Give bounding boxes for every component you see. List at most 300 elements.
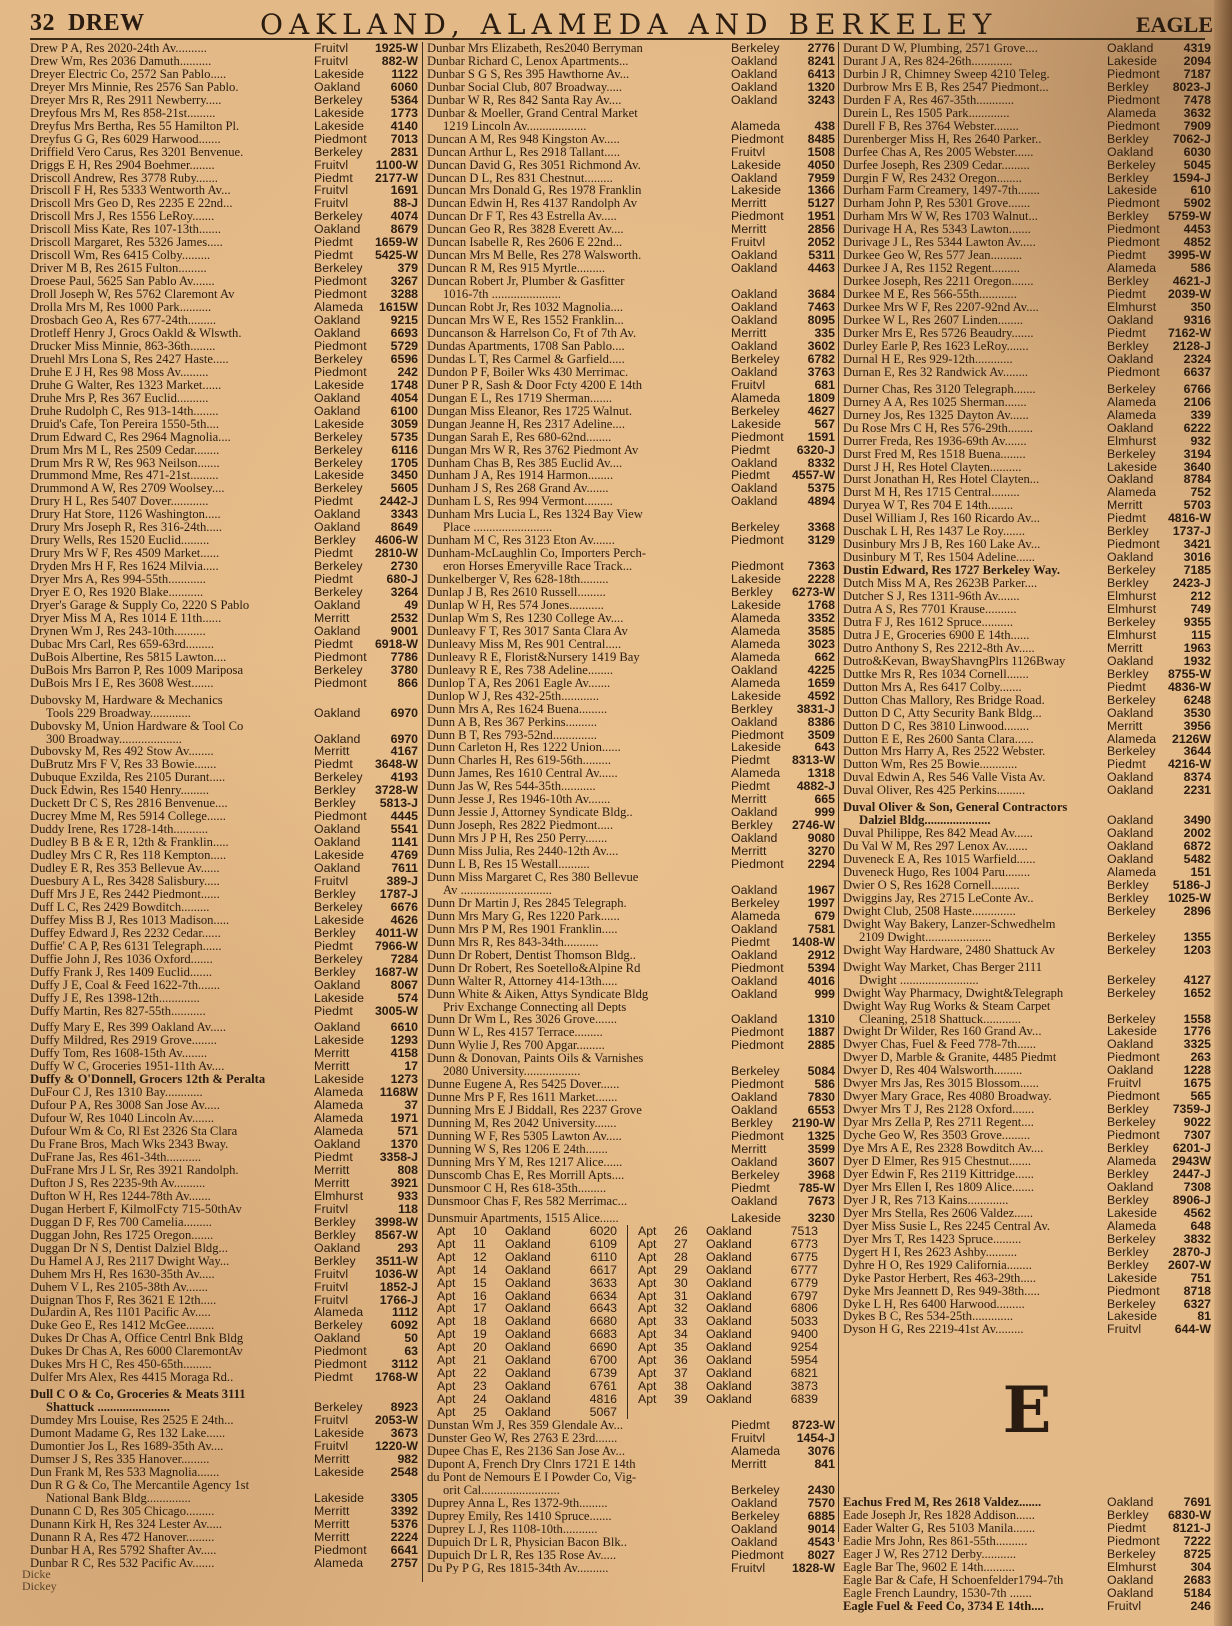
listing-name: Dwight Way Rug Works & Steam Carpet — [843, 999, 1051, 1013]
phone-number: 4627 — [807, 403, 835, 418]
phone-number: 680-J — [386, 572, 418, 587]
listing-name: 2080 University.................. — [443, 1065, 581, 1079]
listing-row — [427, 159, 835, 172]
phone-number: 567 — [814, 416, 835, 431]
phone-number: 6680 — [589, 1314, 617, 1329]
phone-number: 3325 — [1183, 1037, 1211, 1052]
listing-name: Dubuque Exzilda, Res 2105 Durant..... — [30, 771, 226, 785]
exchange-name: Berkeley — [1107, 693, 1156, 707]
exchange-name: Alameda — [1107, 1155, 1157, 1168]
exchange-name: Oakland — [731, 365, 778, 379]
listing-row — [843, 758, 1211, 771]
exchange-name: Piedmont — [731, 430, 784, 444]
listing-name: Dunsmuir Apartments, 1515 Alice...... — [427, 1211, 619, 1225]
phone-number: 3995-W — [1167, 248, 1211, 263]
apt-label: Apt — [437, 1392, 456, 1407]
exchange-name: Berkley — [1107, 275, 1149, 289]
listing-name: Eachus Fred M, Res 2618 Valdez....... — [843, 1496, 1042, 1510]
listing-name: Dunlap Wm S, Res 1230 College Av.... — [427, 611, 624, 625]
exchange-name: Oakland — [505, 1392, 551, 1407]
phone-number: 2870-J — [1172, 1244, 1211, 1259]
listing-name: Dreyfus G G, Res 6029 Harwood....... — [30, 132, 221, 146]
exchange-name: Berkeley — [314, 262, 363, 276]
exchange-name: Piedmont — [1107, 197, 1160, 211]
exchange-name: Berkeley — [1107, 986, 1156, 1000]
exchange-name: Oakland — [1107, 1180, 1154, 1194]
listing-row — [30, 1281, 418, 1294]
phone-number: 7359-J — [1172, 1102, 1211, 1117]
phone-number: 5067 — [589, 1405, 617, 1420]
exchange-name: Berkeley — [314, 663, 363, 677]
listing-name: Duff Mrs J E, Res 2442 Piedmont...... — [30, 887, 220, 901]
listing-name: Dunham Mrs Lucia L, Res 1324 Bay View — [427, 508, 643, 522]
exchange-name: Oakland — [706, 1262, 752, 1277]
listing-name: Duncan Edwin H, Res 4137 Randolph Av — [427, 197, 637, 211]
listing-name: DuFour C J, Res 1310 Bay............ — [30, 1086, 203, 1100]
apt-number: 17 — [473, 1301, 487, 1316]
phone-number: 335 — [814, 325, 835, 340]
phone-number: 1615W — [379, 300, 418, 315]
listing-name: Duncan David G, Res 3051 Richmond Av. — [427, 158, 641, 172]
phone-number: 6273-W — [791, 585, 835, 600]
phone-number: 6782 — [807, 351, 835, 366]
exchange-name: Alameda — [314, 1112, 364, 1126]
listing-row — [427, 1523, 835, 1536]
listing-row — [427, 431, 835, 444]
exchange-name: Lakeside — [731, 598, 782, 612]
listing-row — [30, 534, 418, 547]
exchange-name: Oakland — [314, 823, 361, 837]
phone-number: 2106 — [1183, 394, 1211, 409]
exchange-name: Oakland — [314, 732, 361, 746]
listing-row — [30, 495, 418, 508]
phone-number: 1852-J — [379, 1279, 418, 1294]
exchange-name: Oakland — [731, 482, 778, 496]
phone-number: 8725 — [1183, 1547, 1211, 1562]
exchange-name: Piedmt — [314, 1371, 353, 1385]
phone-number: 3585 — [807, 623, 835, 638]
exchange-name: Piedmont — [314, 288, 367, 302]
exchange-name: Fruitvl — [314, 158, 349, 172]
exchange-name: Berkley — [314, 926, 356, 940]
apt-number: 25 — [473, 1405, 487, 1420]
phone-number: 1776 — [1183, 1024, 1211, 1039]
listing-row — [30, 638, 418, 651]
listing-row — [427, 1549, 835, 1562]
listing-name: Duttke Mrs R, Res 1034 Cornell....... — [843, 667, 1029, 681]
exchange-name: Piedmont — [1107, 93, 1160, 107]
apt-label: Apt — [638, 1275, 657, 1290]
listing-name: Duval Philippe, Res 842 Mead Av...... — [843, 827, 1033, 841]
listing-row — [30, 1358, 418, 1371]
listing-name: Duignan Thos F, Res 3621 E 12th..... — [30, 1293, 217, 1307]
listing-row — [843, 733, 1211, 746]
listing-row — [427, 780, 835, 793]
listing-row — [30, 1086, 418, 1099]
exchange-name: Berkeley — [1107, 1232, 1156, 1246]
exchange-name: Berkeley — [314, 482, 363, 496]
apt-label: Apt — [437, 1249, 456, 1264]
listing-row — [427, 1130, 835, 1143]
phone-number: 1228 — [1183, 1063, 1211, 1078]
listing-row — [427, 81, 835, 94]
listing-row — [30, 1151, 418, 1164]
listing-row — [427, 573, 835, 586]
phone-number: 3305 — [390, 1490, 418, 1505]
exchange-name: Alameda — [731, 391, 781, 405]
listing-row — [427, 314, 835, 327]
exchange-name: Berkeley — [731, 352, 780, 366]
exchange-name: Oakland — [314, 862, 361, 875]
phone-number: 8386 — [807, 714, 835, 729]
listing-row — [427, 1052, 835, 1065]
listing-name: Dundas L T, Res Carmel & Garfield..... — [427, 352, 625, 366]
exchange-name: Piedmt — [1107, 758, 1146, 772]
phone-number: 2053-W — [374, 1413, 418, 1428]
phone-number: 6320-J — [796, 442, 835, 457]
exchange-name: Oakland — [314, 624, 361, 638]
phone-number: 7581 — [807, 921, 835, 936]
exchange-name: Merritt — [731, 1143, 767, 1156]
phone-number: 4463 — [807, 261, 835, 276]
listing-name: Dufton J S, Res 2235-9th Av.......... — [30, 1176, 206, 1190]
exchange-name: Piedmt — [314, 939, 353, 953]
listing-row — [30, 586, 418, 599]
phone-number: 1787-J — [379, 886, 418, 901]
phone-number: 2746-W — [791, 818, 835, 833]
phone-number: 151 — [1190, 865, 1211, 880]
listing-row — [427, 1471, 835, 1484]
apt-number: 34 — [674, 1327, 688, 1342]
phone-number: 1025-W — [1167, 890, 1211, 905]
phone-number: 3450 — [390, 468, 418, 483]
exchange-name — [314, 694, 372, 707]
phone-number: 8567-W — [374, 1227, 418, 1242]
listing-name: Durley Earle P, Res 1623 LeRoy....... — [843, 339, 1029, 353]
exchange-name: Oakland — [731, 1522, 778, 1536]
phone-number: 6777 — [790, 1262, 818, 1277]
listing-name: Dunn Charles H, Res 619-56th......... — [427, 754, 611, 768]
exchange-name — [314, 1479, 372, 1492]
apartment-row — [638, 1238, 828, 1251]
exchange-name: Alameda — [731, 624, 781, 638]
exchange-name: Oakland — [731, 1091, 778, 1105]
exchange-name: Berkley — [731, 586, 773, 599]
phone-number: 6596 — [390, 351, 418, 366]
listing-name: Dusinbury Mrs J B, Res 160 Lake Av... — [843, 538, 1041, 552]
phone-number: 8723-W — [791, 1418, 835, 1433]
exchange-name: Berkley — [1107, 171, 1149, 185]
phone-number: 4543 — [807, 1534, 835, 1549]
listing-name: DuBrutz Mrs F V, Res 33 Bowie....... — [30, 758, 217, 772]
exchange-name: Alameda — [314, 301, 364, 315]
phone-number: 6739 — [589, 1366, 617, 1381]
exchange-name: Piedmont — [1107, 119, 1160, 133]
phone-number: 2683 — [1183, 1573, 1211, 1588]
exchange-name: Oakland — [731, 456, 778, 470]
exchange-name: Elmhurst — [1107, 301, 1157, 315]
listing-name: Drury Wells, Res 1520 Euclid......... — [30, 534, 210, 548]
apt-label: Apt — [638, 1288, 657, 1303]
listing-name: Dulfer Mrs Alex, Res 4415 Moraga Rd.. — [30, 1371, 234, 1385]
listing-name: Durnan E, Res 32 Randwick Av........ — [843, 365, 1029, 379]
listing-row — [843, 1587, 1211, 1600]
phone-number: 8923 — [390, 1400, 418, 1415]
exchange-name: Oakland — [505, 1353, 551, 1368]
phone-number: 1203 — [1183, 942, 1211, 957]
phone-number: 751 — [1190, 1270, 1211, 1285]
exchange-name: Lakeside — [314, 469, 365, 483]
phone-number: 5311 — [808, 248, 835, 263]
phone-number: 933 — [397, 1188, 418, 1203]
apt-label: Apt — [638, 1249, 657, 1264]
listing-row — [427, 94, 835, 107]
listing-name: Dunn Jesse J, Res 1946-10th Av....... — [427, 793, 611, 807]
phone-number: 1997 — [807, 895, 835, 910]
exchange-name: Oakland — [706, 1249, 752, 1264]
listing-name: eron Horses Emeryville Race Track... — [443, 560, 633, 574]
listing-row — [427, 1104, 835, 1117]
phone-number: 350 — [1190, 300, 1211, 315]
listing-name: Dunne Mrs P F, Res 1611 Market....... — [427, 1091, 618, 1105]
phone-number: 4592 — [807, 688, 835, 703]
phone-number — [372, 720, 418, 733]
listing-name: Duke Geo E, Res 1412 McGee......... — [30, 1319, 215, 1333]
exchange-name — [314, 720, 372, 733]
phone-number: 3511-W — [375, 1253, 418, 1268]
exchange-name: Lakeside — [731, 184, 782, 198]
exchange-name: Piedmont — [731, 1026, 784, 1040]
listing-name: Duncan Arthur L, Res 2918 Tallant..... — [427, 145, 621, 159]
listing-row — [427, 599, 835, 612]
phone-number: 8679 — [390, 222, 418, 237]
listing-name: Dunn White & Aiken, Attys Syndicate Bldg — [427, 987, 649, 1001]
listing-row — [30, 262, 418, 275]
listing-row — [843, 944, 1211, 957]
listing-row — [427, 1497, 835, 1510]
exchange-name: Berkeley — [1107, 158, 1156, 172]
exchange-name: Piedmont — [1107, 1535, 1160, 1549]
exchange-name: Merritt — [314, 1517, 350, 1531]
listing-name: Dunsmoor C H, Res 618-35th......... — [427, 1181, 607, 1195]
phone-number: 9254 — [790, 1340, 818, 1355]
listing-name: Dupee Chas E, Res 2136 San Jose Av... — [427, 1444, 625, 1458]
listing-name: Dunn Wylie J, Res 700 Apgar......... — [427, 1039, 605, 1053]
handwritten-stamp — [22, 1568, 57, 1592]
listing-name: Dufton W H, Res 1244-78th Av....... — [30, 1189, 211, 1203]
listing-row — [30, 651, 418, 664]
listing-row — [30, 1319, 418, 1332]
listing-row — [427, 107, 835, 120]
phone-number: 3005-W — [374, 1003, 418, 1018]
listing-name: Duner P R, Sash & Door Fcty 4200 E 14th — [427, 378, 643, 392]
apt-label: Apt — [437, 1262, 456, 1277]
phone-number: 115 — [1191, 627, 1211, 642]
listing-name: Dwier O S, Res 1628 Cornell......... — [843, 879, 1020, 892]
exchange-name: Piedmont — [731, 1039, 784, 1053]
listing-name: Durant J A, Res 824-26th............. — [843, 54, 1013, 68]
listing-row — [843, 1168, 1211, 1181]
exchange-name: Oakland — [706, 1288, 752, 1303]
listing-row — [30, 184, 418, 197]
listing-row — [427, 845, 835, 858]
exchange-name: Oakland — [1107, 1587, 1154, 1600]
listing-name: Dutton D C, Atty Security Bank Bldg... — [843, 706, 1042, 720]
exchange-name: Fruitvl — [731, 1431, 766, 1445]
phone-number: 7830 — [807, 1090, 835, 1105]
phone-number: 6693 — [390, 325, 418, 340]
phone-number: 3243 — [807, 92, 835, 107]
apt-label: Apt — [638, 1340, 657, 1355]
exchange-name: Oakland — [314, 80, 361, 94]
listing-row — [427, 677, 835, 690]
exchange-name: Lakeside — [1107, 1206, 1158, 1220]
phone-number: 5605 — [390, 481, 418, 496]
phone-number: 1508 — [807, 144, 835, 159]
phone-number: 565 — [1190, 1089, 1211, 1104]
apartment-row — [638, 1393, 828, 1406]
listing-name: Duryea W T, Res 704 E 14th........ — [843, 499, 1014, 513]
apt-label: Apt — [437, 1223, 456, 1238]
listing-row — [843, 133, 1211, 146]
listing-row — [30, 914, 418, 927]
listing-row — [30, 275, 418, 288]
listing-row — [427, 612, 835, 625]
listing-name: Dryden Mrs H F, Res 1624 Milvia..... — [30, 560, 219, 574]
listing-name: Dubovsky M, Union Hardware & Tool Co — [30, 719, 244, 733]
listing-name: Du Val W M, Res 297 Lenox Av....... — [843, 840, 1028, 854]
listing-name: Drummond Mme, Res 471-21st......... — [30, 469, 219, 483]
apt-label: Apt — [638, 1314, 657, 1329]
exchange-name: Piedmont — [314, 275, 367, 289]
listing-name: Dupuich Dr L R, Res 135 Rose Av..... — [427, 1548, 617, 1562]
listing-name: Dunn Jessie J, Attorney Syndicate Bldg.. — [427, 806, 633, 820]
listing-row — [427, 832, 835, 845]
phone-number: 7185 — [1183, 563, 1211, 578]
listing-row — [427, 988, 835, 1001]
phone-number: 5186-J — [1172, 878, 1211, 892]
listing-row — [427, 741, 835, 754]
exchange-name — [731, 508, 789, 521]
listing-name: Dubovsky M, Hardware & Mechanics — [30, 693, 223, 707]
exchange-name: Merritt — [731, 793, 767, 807]
phone-number: 1925-W — [374, 41, 418, 55]
listing-row — [427, 754, 835, 767]
listing-name: Dunleavy R E, Res 738 Adeline........ — [427, 663, 614, 677]
listing-row — [427, 1536, 835, 1549]
listing-row — [427, 1510, 835, 1523]
listing-name: Driscoll Miss Kate, Res 107-13th....... — [30, 223, 221, 237]
phone-number: 118 — [398, 1201, 418, 1216]
listing-name: Duncan Mrs M Belle, Res 278 Walsworth. — [427, 249, 642, 263]
listing-name: Durham John P, Res 5301 Grove....... — [843, 197, 1031, 211]
listing-row — [427, 1484, 835, 1497]
exchange-name — [314, 1388, 372, 1401]
phone-number: 841 — [814, 1456, 835, 1471]
exchange-name: Merritt — [314, 611, 350, 625]
listing-name: Dwight Club, 2508 Haste.............. — [843, 904, 1016, 918]
exchange-name: Lakeside — [314, 378, 365, 392]
listing-name: Dun R G & Co, The Mercantile Agency 1st — [30, 1478, 250, 1492]
exchange-name: Oakland — [1107, 814, 1154, 828]
exchange-name: Oakland — [731, 1104, 778, 1118]
phone-number: 5127 — [807, 196, 835, 211]
exchange-name: Berkeley — [314, 1319, 363, 1333]
phone-number: 263 — [1190, 1050, 1211, 1065]
listing-name: Dunham J A, Res 1914 Harmon........ — [427, 469, 614, 483]
exchange-name: Oakland — [731, 339, 778, 353]
listing-row — [427, 405, 835, 418]
listing-row — [427, 1562, 835, 1575]
listing-name: Dunn L B, Res 15 Westall.......... — [427, 858, 590, 871]
exchange-name: Fruitvl — [314, 1202, 349, 1216]
apt-number: 35 — [674, 1340, 688, 1355]
listing-row — [843, 931, 1211, 944]
exchange-name: Berkeley — [731, 42, 780, 55]
listing-name: Tools 229 Broadway............. — [46, 706, 191, 720]
listing-row — [843, 827, 1211, 840]
column-1 — [30, 42, 418, 1570]
listing-row — [843, 1077, 1211, 1090]
exchange-name: Piedmt — [731, 443, 770, 457]
listing-row — [30, 694, 418, 707]
phone-number: 8023-J — [1172, 79, 1211, 94]
listing-row — [30, 1294, 418, 1307]
exchange-name: Oakland — [706, 1353, 752, 1368]
listing-name: Durkee Mrs W F, Res 2207-92nd Av.... — [843, 301, 1039, 315]
listing-name: Duveneck E A, Res 1015 Warfield...... — [843, 853, 1036, 867]
listing-row — [427, 508, 835, 521]
exchange-name: Oakland — [505, 1223, 551, 1238]
exchange-name: Oakland — [1107, 1574, 1154, 1588]
exchange-name: Oakland — [505, 1327, 551, 1342]
phone-number: 4816-W — [1167, 511, 1211, 526]
listing-name: Dwight Way Bakery, Lanzer-Schwedhelm — [843, 917, 1056, 931]
listing-name: Dutcher S J, Res 1311-96th Av....... — [843, 590, 1020, 603]
phone-number: 17 — [404, 1059, 418, 1074]
phone-number: 5703 — [1183, 498, 1211, 513]
exchange-name: Oakland — [1107, 1064, 1154, 1078]
listing-name: Durham Farm Creamery, 1497-7th....... — [843, 184, 1040, 198]
exchange-name: Oakland — [731, 1496, 778, 1510]
listing-name: Dungan Jeanne H, Res 2317 Adeline.... — [427, 417, 625, 431]
phone-number: 304 — [1190, 1560, 1211, 1575]
listing-row — [843, 525, 1211, 538]
exchange-name: Piedmt — [1107, 326, 1146, 340]
listing-row — [30, 1440, 418, 1453]
listing-name: Dreyfus Mrs Bertha, Res 55 Hamilton Pl. — [30, 119, 240, 133]
column-2 — [422, 42, 835, 1582]
phone-number: 6030 — [1183, 144, 1211, 159]
listing-row — [427, 884, 835, 897]
phone-number: 7284 — [390, 951, 418, 966]
phone-number: 6327 — [1183, 1296, 1211, 1311]
listing-row — [427, 418, 835, 431]
apt-label: Apt — [638, 1366, 657, 1381]
listing-name: Dukes Mrs H C, Res 450-65th......... — [30, 1358, 212, 1372]
phone-number: 999 — [814, 805, 835, 820]
listing-name: Dwyer Chas, Fuel & Feed 778-7th...... — [843, 1038, 1037, 1052]
phone-number: 681 — [814, 377, 835, 392]
exchange-name — [1107, 1000, 1165, 1013]
phone-number: 8649 — [390, 520, 418, 535]
listing-name: National Bank Bldg.............. — [46, 1491, 191, 1505]
phone-number: 2896 — [1183, 903, 1211, 918]
exchange-name: Piedmont — [314, 365, 367, 379]
exchange-name: Oakland — [731, 883, 778, 897]
listing-row — [30, 612, 418, 625]
listing-name: Durbin J R, Chimney Sweep 4210 Teleg. — [843, 67, 1050, 81]
